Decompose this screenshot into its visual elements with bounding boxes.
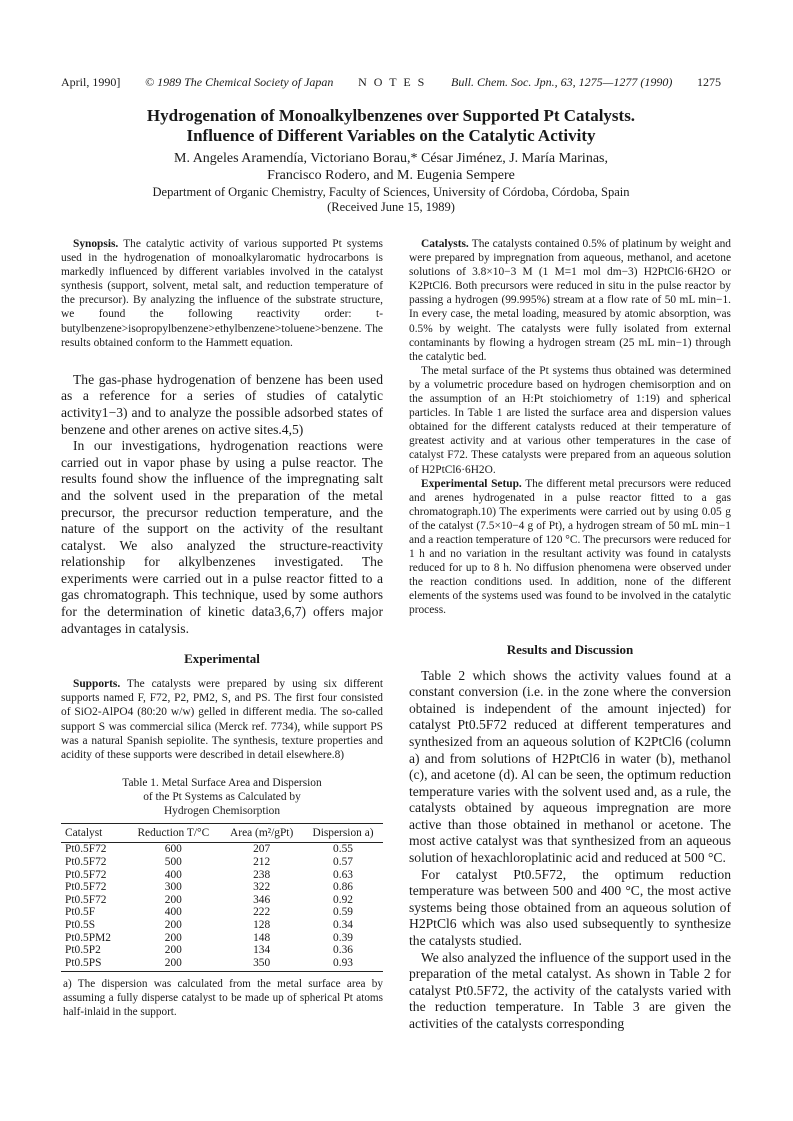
table-cell: 300: [164, 881, 182, 894]
table-cell: 322: [253, 881, 271, 894]
table-cell: Pt0.5F: [65, 906, 96, 919]
table1-header-row: [61, 823, 383, 843]
table-cell: 212: [253, 856, 271, 868]
results-paragraph-1: Table 2 which shows the activity values found at a constant conversion (i.e. in the zone where the conversion obtained is independent of the amount injected) for catalyst Pt0.5F72 reduced at different temperatures and synthesized from an aqueous solution of K2PtCl6 (column a) and from solutions of H2PtCl6 in water (b), methanol (c), and acetone (d). Al can be seen, the optimum reduction temperature varies with the solvent used and, as a rule, the catalysts obtained by aqueous impregnation are more active than those obtained in methanol or acetone. The most active catalyst was that synthesized from an aqueous solution of hexachloroplatinic acid and reduced at 500 °C.: [409, 667, 731, 866]
supports-text: The catalysts were prepared by using six different supports named F, F72, P2, PM2, S, and PS. The first four consisted of SiO2-AlPO4 (80:20 w/w) gelled in different media. The so-called support S was commercial silica (Merck ref. 7734), while support PS was a natural Spanish sepiolite. The synthesis, texture properties and acidity of these supports were described in detail elsewhere.8): [61, 678, 383, 761]
table-cell: 0.34: [333, 918, 353, 931]
metal-surface-paragraph: The metal surface of the Pt systems thus obtained was determined by a volumetric procedure based on hydrogen chemisorption and on the assumption of an H:Pt stoichiometry of 1:19) and spherical particles. In Table 1 are listed the surface area and dispersion values obtained for the different catalysts reduced at their temperature of greatest activity and at various other temperatures in the case of catalyst F72. These catalysts were prepared from an aqueous solution of H2PtCl6·6H2O.: [409, 364, 731, 476]
table1: [61, 823, 383, 973]
table-cell: 207: [253, 843, 271, 856]
header-copyright: © 1989 The Chemical Society of Japan: [145, 75, 334, 89]
table-cell: Pt0.5P2: [65, 944, 101, 957]
supports-label: Supports.: [73, 678, 121, 691]
header-date: April, 1990]: [61, 75, 121, 89]
table-row: [61, 957, 383, 972]
table1-col-header: Dispersion a): [303, 823, 383, 843]
table-cell: 238: [253, 868, 271, 881]
title-line-2: Influence of Different Variables on the Catalytic Activity: [186, 126, 596, 145]
table-cell: 134: [253, 944, 271, 957]
table-row: [61, 881, 383, 894]
synopsis-label: Synopsis.: [73, 238, 119, 250]
table-cell: 0.36: [333, 944, 353, 957]
table1-col-header: Catalyst: [61, 823, 126, 843]
table-cell: 200: [126, 957, 220, 972]
table-cell: 400: [164, 906, 182, 919]
results-heading: Results and Discussion: [506, 641, 634, 657]
table-cell: Pt0.5PS: [61, 957, 126, 972]
intro-paragraph-1: The gas-phase hydrogenation of benzene has been used as a reference for a series of studies of catalytic activity1−3) and to analyze the possible adsorbed states of benzene and other arenes on active sites.4,5): [61, 371, 383, 437]
table-cell: 0.86: [333, 881, 353, 894]
title-line-1: Hydrogenation of Monoalkylbenzenes over Supported Pt Catalysts.: [146, 106, 636, 125]
table1-col-header: Area (m²/gPt): [220, 823, 303, 843]
table-cell: 500: [164, 856, 182, 868]
table-cell: 0.63: [333, 868, 353, 881]
table-cell: 200: [164, 931, 182, 944]
article-title: [61, 106, 721, 146]
right-column: [409, 237, 731, 1033]
table1-footnote: a) The dispersion was calculated from the metal surface area by assuming a fully disperse catalyst to be made up of spherical Pt atoms half-inlaid in the support.: [63, 978, 383, 1018]
table-row: [61, 869, 383, 882]
table-cell: 0.57: [333, 856, 353, 868]
table-cell: 0.59: [333, 906, 353, 919]
header-journal: Bull. Chem. Soc. Jpn., 63, 1275—1277 (1990): [451, 75, 673, 89]
author-list: [61, 150, 721, 184]
authors-line-2: Francisco Rodero, and M. Eugenia Sempere: [267, 168, 515, 183]
table-row: [61, 894, 383, 907]
intro-paragraph-2: In our investigations, hydrogenation reactions were carried out in vapor phase by using a pulse reactor. The results found show the influence of the impregnating salt and the solvent used in the preparation of the metal precursor, the precursor reduction temperature, and the nature of the support on the activity of the resultant catalyst. We also analyzed the structure-reactivity relationship for alkylbenzenes investigated. The experiments were carried out in a pulse reactor fitted to a gas chromatograph. This technique, used by some authors for the determination of kinetic data3,6,7) offers major advantages in catalysis.: [61, 438, 383, 636]
received-date: (Received June 15, 1989): [327, 200, 455, 214]
affiliation: [61, 185, 721, 215]
setup-text: The different metal precursors were reduced and arenes hydrogenated in a pulse reactor fitted to a gas chromatograph.10) The experiments were carried out by using 0.05 g of the catalyst (7.5×10−4 g of Pt), a hydrogen stream of 50 mL min−1 and a reaction temperature of 120 °C. The precursors were reduced for 1 h and no variation in the resultant activity was found in catalysts reduced for up to 8 h. No diffusion phenomena were observed under the reaction conditions used. In addition, none of the different elements of the systems used was found to be involved in the catalytic process.: [409, 477, 731, 617]
authors-line-1: M. Angeles Aramendía, Victoriano Borau,* César Jiménez, J. María Marinas,: [174, 151, 608, 166]
table-cell: Pt0.5F72: [65, 856, 107, 868]
left-column: [61, 237, 383, 1020]
table-cell: 200: [164, 944, 182, 957]
supports-paragraph: [61, 677, 383, 762]
table1-col-header: Reduction T/°C: [126, 823, 220, 843]
table1-caption: [61, 776, 383, 818]
page-number: 1275: [696, 75, 721, 89]
synopsis-text: The catalytic activity of various supported Pt systems used in the hydrogenation of monoalkylaromatic hydrocarbons is markedly influenced by different variables involved in the catalyst synthesis (support, solvent, metal salt, and reduction temperature of the precursor). By analyzing the influence of the substrate structure, we found the following reactivity order: t-butylbenzene>isopropylbenzene>ethylbenzene>toluene>benzene. The results obtained conform to the Hammett equation.: [61, 238, 383, 349]
table-row: [61, 932, 383, 945]
table1-caption-line-2: of the Pt Systems as Calculated by: [143, 790, 301, 803]
experimental-heading: Experimental: [184, 651, 260, 667]
table-cell: 0.55: [333, 843, 353, 856]
table-cell: 0.39: [333, 931, 353, 944]
table-cell: Pt0.5F72: [65, 843, 107, 856]
table-cell: 346: [253, 893, 271, 906]
table-cell: 400: [164, 868, 182, 881]
table-cell: 0.92: [333, 893, 353, 906]
table-cell: Pt0.5F72: [65, 893, 107, 906]
table-cell: 148: [253, 931, 271, 944]
table-cell: 128: [253, 918, 271, 931]
table-row: [61, 843, 383, 856]
synopsis: [61, 237, 383, 350]
results-paragraph-2: For catalyst Pt0.5F72, the optimum reduction temperature was between 500 and 400 °C, the most active systems being those obtained from an aqueous solution of H2PtCl6 which was also used subsequently to synthesize the catalysts studied.: [409, 866, 731, 949]
table-row: [61, 944, 383, 957]
table1-caption-line-3: Hydrogen Chemisorption: [163, 804, 281, 817]
table-row: [61, 856, 383, 869]
table-cell: 0.93: [303, 957, 383, 972]
catalysts-text: The catalysts contained 0.5% of platinum by weight and were prepared by impregnation from aqueous, methanol, and acetone solutions of 3.8×10−3 M (1 M=1 mol dm−3) H2PtCl6·6H2O or K2PtCl6. Both precursors were reduced in situ in the pulse reactor by passing a hydrogen (99.995%) stream at a flow rate of 50 mL min−1. In every case, the metal loading, measured by atomic absorption, was 0.5% by weight. The catalysts were fully isolated from external contaminants by flowing a hydrogen stream (25 mL min−1) through the catalytic bed.: [409, 238, 731, 363]
table-cell: 350: [220, 957, 303, 972]
table-cell: 200: [164, 893, 182, 906]
table-row: [61, 906, 383, 919]
table-cell: 600: [164, 843, 182, 856]
setup-paragraph: [409, 477, 731, 618]
running-header: [61, 75, 721, 90]
table-row: [61, 919, 383, 932]
results-paragraph-3: We also analyzed the influence of the support used in the preparation of the metal catalyst. As shown in Table 2 for catalyst Pt0.5F72, the activity of the catalysts varied with the reduction temperature. In Table 3 are given the activities of the catalysts corresponding: [409, 949, 731, 1031]
table-cell: 222: [253, 906, 271, 919]
table1-caption-line-1: Table 1. Metal Surface Area and Dispersion: [122, 776, 322, 789]
table-cell: 200: [164, 918, 182, 931]
table-cell: Pt0.5PM2: [65, 931, 111, 944]
affiliation-line: Department of Organic Chemistry, Faculty of Sciences, University of Córdoba, Córdoba, Spain: [152, 185, 630, 199]
table-cell: Pt0.5S: [65, 918, 96, 931]
setup-label: Experimental Setup.: [421, 477, 522, 490]
catalysts-paragraph: [409, 237, 731, 364]
table-cell: Pt0.5F72: [65, 881, 107, 894]
catalysts-label: Catalysts.: [421, 238, 469, 250]
table-cell: Pt0.5F72: [65, 868, 107, 881]
header-section: N O T E S: [358, 75, 427, 89]
